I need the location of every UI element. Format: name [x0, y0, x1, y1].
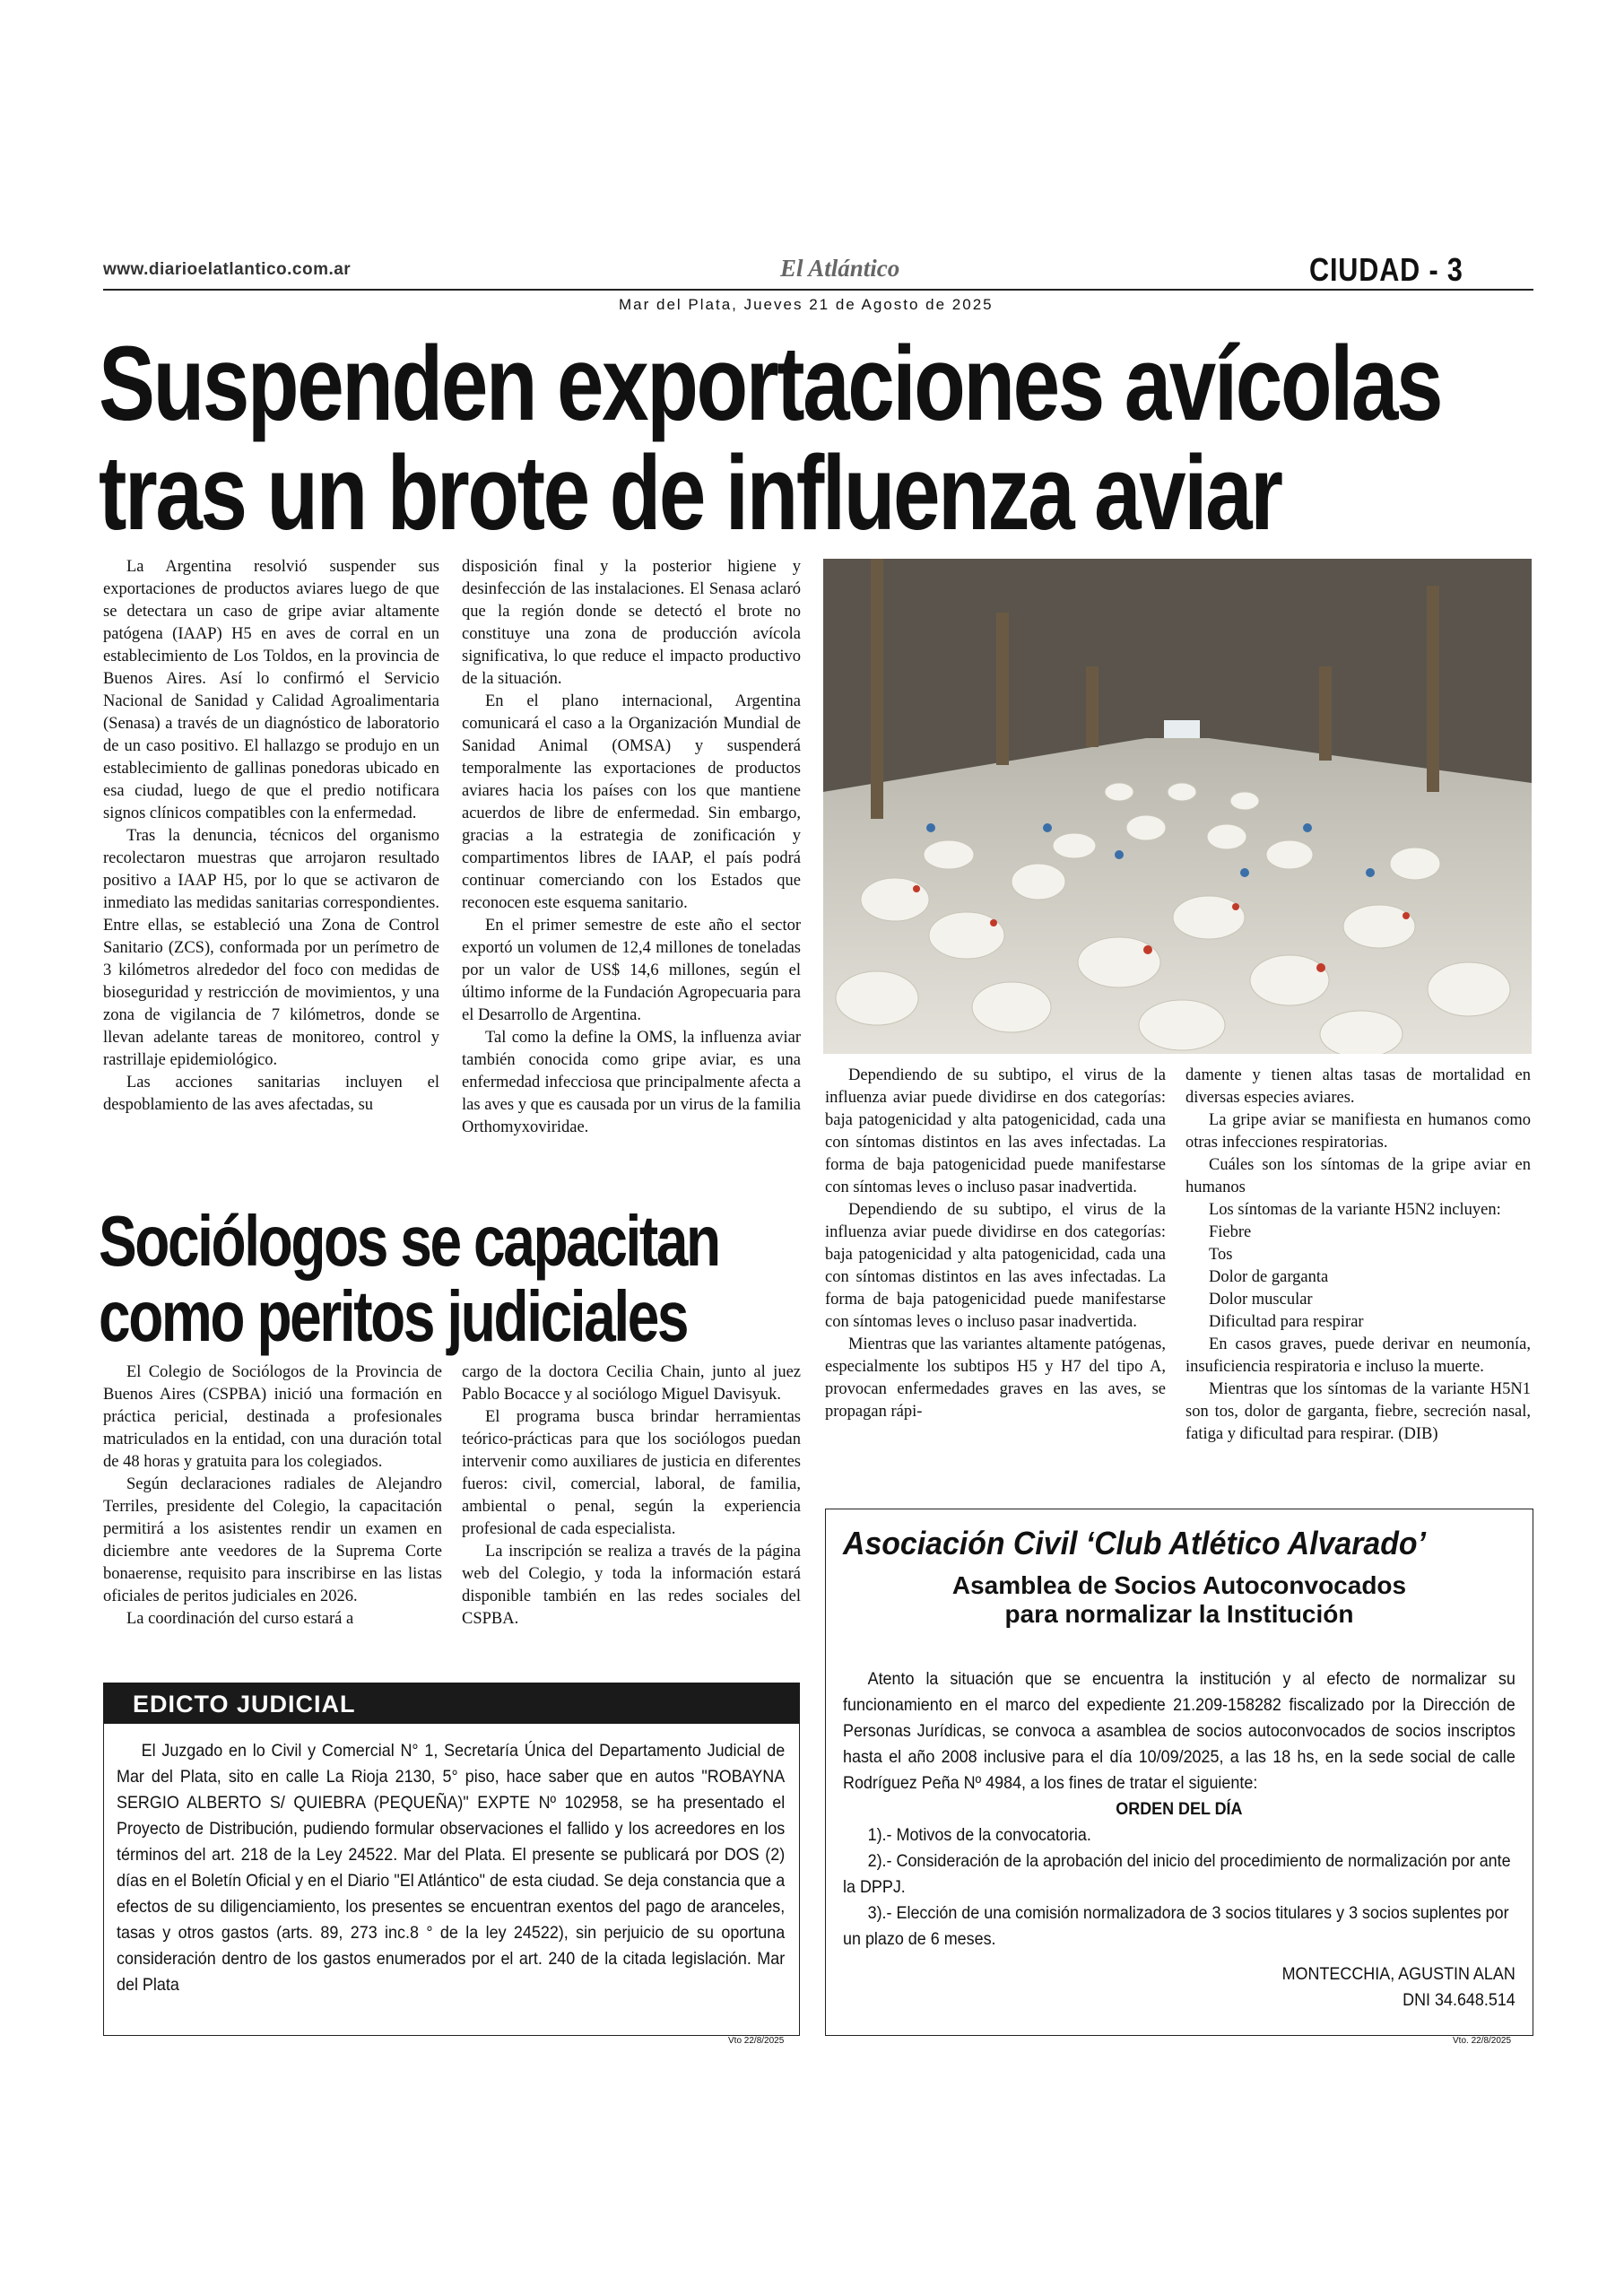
- symptom-item: Dolor de garganta: [1209, 1268, 1329, 1286]
- paragraph: En el primer semestre de este año el sector exportó un volumen de 12,4 millones de toneladas por un valor de US$ 14,6 millones, según el último informe de la Fundación Agropecuaria para el Desarrollo de Argentina.: [462, 917, 801, 1024]
- article2-column-2: [462, 1361, 801, 1631]
- paragraph: El programa busca brindar herramientas teórico-prácticas para que los sociólogos puedan intervenir como auxiliares de justicia en diferentes fueros: civil, comercial, laboral, de familia, ambiental o penal, según la experiencia profesional de cada especialista.: [462, 1408, 801, 1538]
- date-line: Mar del Plata, Jueves 21 de Agosto de 2025: [619, 296, 994, 313]
- signer-dni: DNI 34.648.514: [1403, 1990, 1515, 2010]
- poultry-farm-photo: [823, 559, 1532, 1054]
- paragraph: cargo de la doctora Cecilia Chain, junto al juez Pablo Bocacce y al sociólogo Miguel Davisyuk.: [462, 1363, 801, 1404]
- main-headline: [99, 325, 1442, 552]
- symptom-item: Fiebre: [1209, 1223, 1252, 1241]
- paragraph: Dependiendo de su subtipo, el virus de la influenza aviar puede dividirse en dos categorías: baja patogenicidad y alta patogenicidad, cada una con síntomas distintos en las aves infectadas. La forma de baja patogenicidad puede manifestarse con síntomas leves o incluso pasar inadvertida.: [825, 1066, 1166, 1196]
- paragraph: damente y tienen altas tasas de mortalidad en diversas especies aviares.: [1185, 1066, 1531, 1107]
- main-headline-line-1: Suspenden exportaciones avícolas: [99, 325, 1442, 443]
- paragraph: La gripe aviar se manifiesta en humanos como otras infecciones respiratorias.: [1185, 1111, 1531, 1152]
- paragraph: Mientras que los síntomas de la variante H5N1 son tos, dolor de garganta, fiebre, secreción nasal, fatiga y dificultad para respirar. (DIB): [1185, 1380, 1531, 1443]
- symptom-item: Tos: [1209, 1246, 1233, 1264]
- signer-name: MONTECCHIA, AGUSTIN ALAN: [1281, 1964, 1515, 1984]
- orden-del-dia-title: ORDEN DEL DÍA: [1116, 1799, 1243, 1819]
- edicto-expiry: Vto 22/8/2025: [728, 2036, 785, 2046]
- paragraph: Las acciones sanitarias incluyen el despoblamiento de las aves afectadas, su: [103, 1074, 439, 1114]
- second-headline-line-1: Sociólogos se capacitan: [99, 1201, 719, 1281]
- orden-item: 2).- Consideración de la aprobación del inicio del procedimiento de normalización por ante la DPPJ.: [843, 1851, 1511, 1897]
- article1-column-4: [1185, 1065, 1531, 1446]
- second-headline-line-2: como peritos judiciales: [99, 1276, 688, 1356]
- orden-item: 3).- Elección de una comisión normalizadora de 3 socios titulares y 3 socios suplentes por un plazo de 6 meses.: [843, 1903, 1509, 1949]
- paragraph: disposición final y la posterior higiene y desinfección de las instalaciones. El Senasa aclaró que la región donde se detectó el brote no constituye una zona de producción avícola significativa, lo que reduce el impacto productivo de la situación.: [462, 558, 801, 688]
- subheading: Cuáles son los síntomas de la gripe aviar en humanos: [1185, 1156, 1531, 1196]
- edicto-title: EDICTO JUDICIAL: [133, 1691, 356, 1718]
- article1-column-1: [103, 556, 439, 1117]
- section-label: CIUDAD - 3: [1309, 251, 1463, 288]
- paragraph: Según declaraciones radiales de Alejandro Terriles, presidente del Colegio, la capacitación permitirá a los asistentes rendir un examen en diciembre ante veedores de la Suprema Corte bonaerense, requisito para inscribirse en las listas oficiales de peritos judiciales en 2026.: [103, 1475, 442, 1605]
- orden-item: 1).- Motivos de la convocatoria.: [867, 1825, 1091, 1845]
- paragraph: Dependiendo de su subtipo, el virus de la influenza aviar puede dividirse en dos categorías: baja patogenicidad y alta patogenicidad, cada una con síntomas distintos en las aves infectadas. La forma de baja patogenicidad puede manifestarse con síntomas leves o incluso pasar inadvertida.: [825, 1201, 1166, 1331]
- asamblea-subtitle-line-2: para normalizar la Institución: [1004, 1600, 1354, 1628]
- asamblea-subtitle: [843, 1571, 1515, 1629]
- newspaper-logo: El Atlántico: [780, 255, 900, 282]
- site-url[interactable]: www.diarioelatlantico.com.ar: [103, 260, 352, 279]
- paragraph: La coordinación del curso estará a: [126, 1610, 354, 1628]
- main-headline-line-2: tras un brote de influenza aviar: [99, 433, 1281, 552]
- article1-column-2: [462, 556, 801, 1139]
- paragraph: Tal como la define la OMS, la influenza aviar también conocida como gripe aviar, es una enfermedad infecciosa que principalmente afecta a las aves y que es causada por un virus de la familia Orthomyxoviridae.: [462, 1029, 801, 1136]
- second-headline: [99, 1201, 719, 1356]
- asamblea-expiry: Vto. 22/8/2025: [1453, 2036, 1512, 2046]
- paragraph: La Argentina resolvió suspender sus exportaciones de productos aviares luego de que se detectara un caso de gripe aviar altamente patógena (IAAP) H5 en aves de corral en un establecimiento de Los Toldos, en la provincia de Buenos Aires. Así lo confirmó el Servicio Nacional de Sanidad y Calidad Agroalimentaria (Senasa) a través de un diagnóstico de laboratorio de un caso positivo. El hallazgo se produjo en un establecimiento de gallinas ponedoras ubicado en esa ciudad, luego de que el predio notificara signos clínicos compatibles con la enfermedad.: [103, 558, 439, 822]
- symptom-item: Dolor muscular: [1209, 1291, 1313, 1309]
- asamblea-title: Asociación Civil ‘Club Atlético Alvarado’: [843, 1525, 1426, 1561]
- article2-column-1: [103, 1361, 442, 1631]
- asamblea-intro: Atento la situación que se encuentra la institución y al efecto de normalizar su funcionamiento en el marco del expediente 21.209-158282 fiscalizado por la Dirección de Personas Jurídicas, se convoca a asamblea de socios autoconvocados de socios inscriptos hasta el año 2008 inclusive para el día 10/09/2025, a las 18 hs, en la sede social de calle Rodríguez Peña Nº 4984, a los fines de tratar el siguiente:: [843, 1669, 1515, 1793]
- article1-column-3: [825, 1065, 1166, 1423]
- edicto-body: El Juzgado en lo Civil y Comercial N° 1, Secretaría Única del Departamento Judicial de Mar del Plata, sito en calle La Rioja 2130, 5° piso, hace saber que en autos "ROBAYNA SERGIO ALBERTO S/ QUIEBRA (PEQUEÑA)" EXPTE Nº 102958, se ha presentado el Proyecto de Distribución, pudiendo formular observaciones el fallido y los acreedores en los términos del art. 218 de la Ley 24522. Mar del Plata. El presente se publicará por DOS (2) días en el Boletín Oficial y en el Diario "El Atlántico" de esta ciudad. Se deja constancia que a efectos de su diligenciamiento, los presentes se encuentran exentos del pago de aranceles, tasas y otros gastos (arts. 89, 273 inc.8 ° de la ley 24522), sin perjuicio de su oportuna consideración dentro de los gastos enumerados por el art. 240 de la citada legislación. Mar del Plata: [117, 1741, 786, 1995]
- symptom-item: Dificultad para respirar: [1209, 1313, 1364, 1331]
- header-divider: [103, 289, 1533, 291]
- paragraph: La inscripción se realiza a través de la página web del Colegio, y toda la información estará disponible también en las redes sociales del CSPBA.: [462, 1543, 801, 1628]
- paragraph: En el plano internacional, Argentina comunicará el caso a la Organización Mundial de Sanidad Animal (OMSA) y suspenderá temporalmente las exportaciones de productos aviares hacia los países con los que mantiene acuerdos de libre de enfermedad. Sin embargo, gracias a la estrategia de zonificación y compartimentos libres de IAAP, el país podrá continuar comerciando con los Estados que reconocen este esquema sanitario.: [462, 692, 801, 912]
- asamblea-body: [843, 1666, 1515, 2013]
- paragraph: El Colegio de Sociólogos de la Provincia de Buenos Aires (CSPBA) inició una formación en práctica pericial, destinada a profesionales matriculados en la entidad, con una duración total de 48 horas y gratuita para los colegiados.: [103, 1363, 442, 1471]
- paragraph: Los síntomas de la variante H5N2 incluyen:: [1209, 1201, 1501, 1219]
- paragraph: En casos graves, puede derivar en neumonía, insuficiencia respiratoria e incluso la muerte.: [1185, 1335, 1531, 1376]
- paragraph: Tras la denuncia, técnicos del organismo recolectaron muestras que arrojaron resultado positivo a IAAP H5, por lo que se activaron de inmediato las medidas sanitarias correspondientes. Entre ellas, se estableció una Zona de Control Sanitario (ZCS), conformada por un perímetro de 3 kilómetros alrededor del foco con medidas de bioseguridad y restricción de movimientos, y una zona de vigilancia de 7 kilómetros, donde se llevan adelante tareas de monitoreo, control y rastrillaje epidemiológico.: [103, 827, 439, 1069]
- asamblea-subtitle-line-1: Asamblea de Socios Autoconvocados: [951, 1571, 1407, 1599]
- paragraph: Mientras que las variantes altamente patógenas, especialmente los subtipos H5 y H7 del tipo A, provocan enfermedades graves en las aves, se propagan rápi-: [825, 1335, 1166, 1421]
